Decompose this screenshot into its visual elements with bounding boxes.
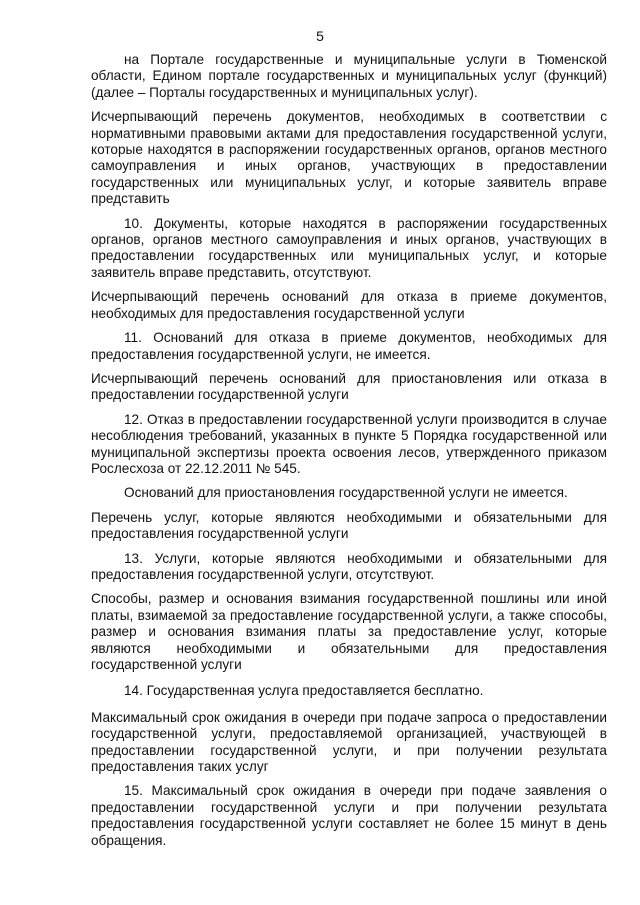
heading-documents-list: Исчерпывающий перечень документов, необходимых в соответствии с нормативными правовыми актами для предоставления государственной услуги, которые находятся в распоряжении государственных органов, органов местного самоуправления и иных органов, участвующих в предоставлении государственных или муниципальных услуг, и которые заявитель вправе представить [91,109,607,207]
heading-suspension-grounds: Исчерпывающий перечень оснований для приостановления или отказа в предоставлении государственной услуги [91,370,607,403]
clause-15: 15. Максимальный срок ожидания в очереди при подаче заявления о предоставлении государственной услуги и при получении результата предоставления государственной услуги составляет не более 15 минут в день обращения. [91,783,607,848]
paragraph-no-suspension: Оснований для приостановления государственной услуги не имеется. [124,485,568,501]
page-number: 5 [316,28,324,44]
document-body [91,52,607,849]
clause-10: 10. Документы, которые находятся в распоряжении государственных органов, органов местного самоуправления и иных органов, участвующих в предоставлении государственных или муниципальных услуг, и которые заявитель вправе представить, отсутствуют. [91,215,607,280]
heading-queue-time: Максимальный срок ожидания в очереди при подаче запроса о предоставлении государственной услуги, предоставляемой организацией, участвующей в предоставлении государственной услуги, и при получении результата предоставления таких услуг [91,709,607,775]
clause-11: 11. Оснований для отказа в приеме документов, необходимых для предоставления государственной услуги, не имеется. [91,330,607,362]
heading-refusal-grounds: Исчерпывающий перечень оснований для отказа в приеме документов, необходимых для предоставления государственной услуги [91,289,607,321]
clause-12: 12. Отказ в предоставлении государственной услуги производится в случае несоблюдения требований, указанных в пункте 5 Порядка государственной или муниципальной экспертизы проекта освоения лесов, утвержденного приказом Рослесхоза от 22.12.2011 № 545. [91,411,607,476]
paragraph-portals: на Портале государственные и муниципальные услуги в Тюменской области, Едином портале государственных и муниципальных услуг (функций) (далее – Порталы государственных и муниципальных услуг). [91,52,607,100]
clause-13: 13. Услуги, которые являются необходимыми и обязательными для предоставления государственной услуги, отсутствуют. [91,550,607,582]
heading-required-services: Перечень услуг, которые являются необходимыми и обязательными для предоставления государственной услуги [91,509,607,542]
clause-14: 14. Государственная услуга предоставляется бесплатно. [124,683,484,699]
heading-fees: Способы, размер и основания взимания государственной пошлины или иной платы, взимаемой за предоставление государственной услуги, а также способы, размер и основания взимания платы за предоставление услуг, которые являются необходимыми и обязательными для предоставления государственной услуги [91,591,607,672]
